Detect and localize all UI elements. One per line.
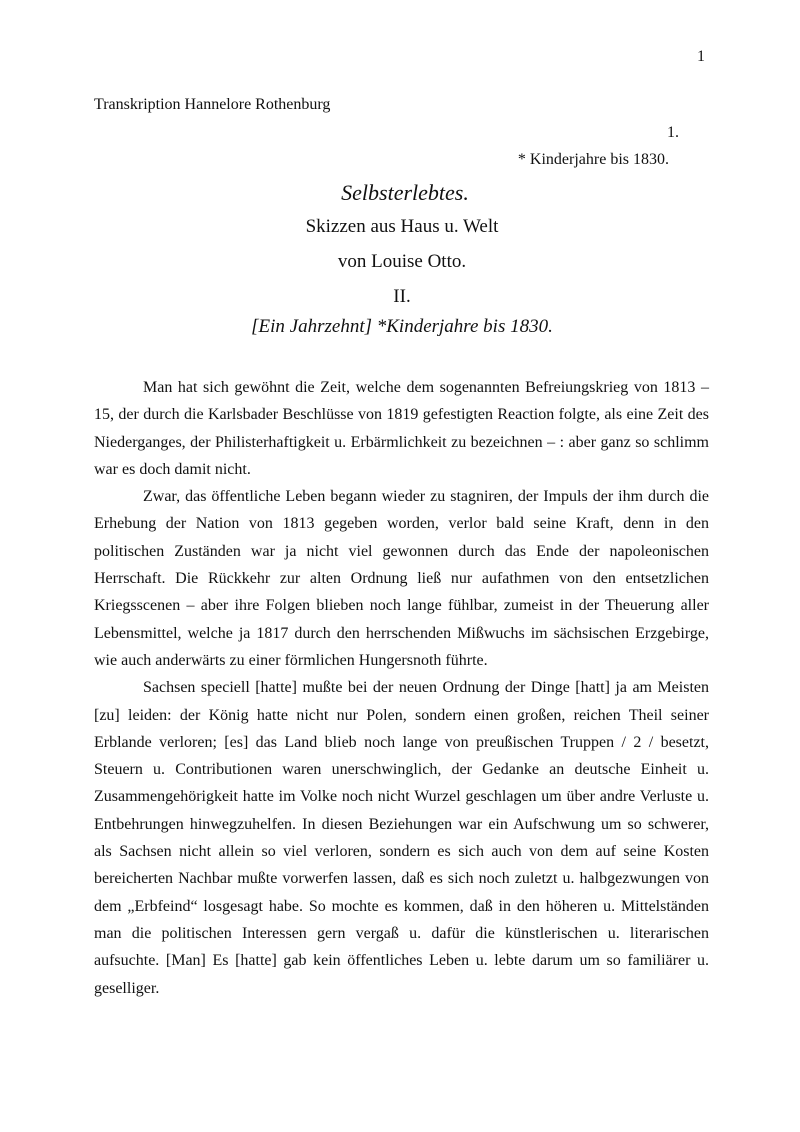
paragraph: Sachsen speciell [hatte] mußte bei der neuen Ordnung der Dinge [hatt] ja am Meisten [zu] leiden: der König hatte nicht nur Polen, sondern einen großen, reichen Theil seiner Erblande verloren; [es] das Land blieb noch lange von preußischen Truppen / 2 / besetzt, Steuern u. Contributionen waren unerschwinglich, der Gedanke an deutsche Einheit u. Zusammengehörigkeit hatte im Volke noch nicht Wurzel geschlagen um über andre Verluste u. Entbehrungen hinwegzuhelfen. In diesen Beziehungen war ein Aufschwung um so schwerer, als Sachsen nicht allein so viel verloren, sondern es sich auch von dem auf seine Kosten bereicherten Nachbar mußte vorwerfen lassen, daß es sich noch zuletzt u. halbgezwungen von dem „Erbfeind“ losgesagt habe. So mochte es kommen, daß in den höheren u. Mittelständen man die politischen Interessen gern vergaß u. dafür die künstlerischen u. literarischen aufsuchte. [Man] Es [hatte] gab kein öffentliches Leben u. lebte darum um so familiärer u. geselliger.	[94, 679, 709, 997]
chapter-number: II.	[393, 286, 411, 307]
chapter-title: [Ein Jahrzehnt] *Kinderjahre bis 1830.	[251, 316, 553, 337]
body-text	[94, 374, 709, 1002]
margin-note: * Kinderjahre bis 1830.	[517, 151, 669, 168]
document-subtitle: Skizzen aus Haus u. Welt	[305, 216, 499, 237]
transcriber-note: Transkription Hannelore Rothenburg	[94, 96, 331, 113]
page-number: 1	[697, 48, 705, 65]
section-number: 1.	[667, 124, 679, 141]
paragraph: Zwar, das öffentliche Leben begann wieder zu stagniren, der Impuls der ihm durch die Erhebung der Nation von 1813 gegeben worden, verlor bald seine Kraft, denn in den politischen Zuständen war ja nicht viel gewonnen durch das Ende der napoleonischen Herrschaft. Die Rückkehr zur alten Ordnung ließ nur aufathmen von den entsetzlichen Kriegsscenen – aber ihre Folgen blieben noch lange fühlbar, zumeist in der Theuerung aller Lebensmittel, welche ja 1817 durch den herrschenden Mißwuchs im sächsischen Erzgebirge, wie auch anderwärts zu einer förmlichen Hungersnoth führte.	[94, 488, 709, 669]
document-title: Selbsterlebtes.	[341, 180, 469, 205]
author-line: von Louise Otto.	[337, 251, 467, 272]
paragraph: Man hat sich gewöhnt die Zeit, welche dem sogenannten Befreiungskrieg von 1813 – 15, der durch die Karlsbader Beschlüsse von 1819 gefestigten Reaction folgte, als eine Zeit des Niederganges, der Philisterhaftigkeit u. Erbärmlichkeit zu bezeichnen – : aber ganz so schlimm war es doch damit nicht.	[94, 379, 709, 478]
